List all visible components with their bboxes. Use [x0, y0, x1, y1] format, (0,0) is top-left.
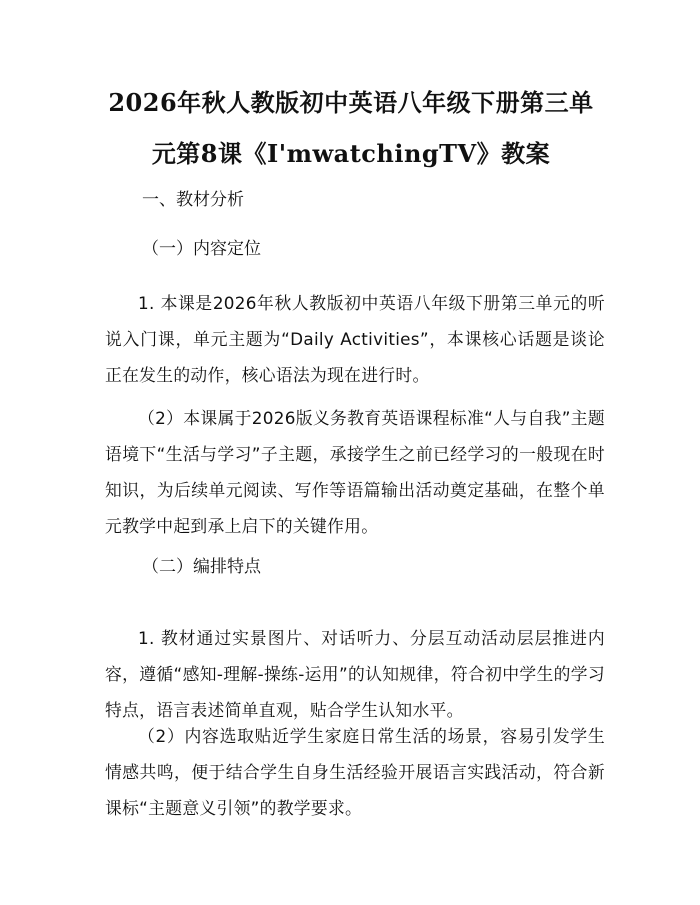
document-title-line-1: 2026年秋人教版初中英语八年级下册第三单	[108, 88, 594, 117]
paragraph-lesson-overview: 1. 本课是2026年秋人教版初中英语八年级下册第三单元的听说入门课，单元主题为“Daily Activities”，本课核心话题是谈论正在发生的动作，核心语法为现在进行时。	[105, 293, 605, 385]
paragraph-content-selection: （2）内容选取贴近学生家庭日常生活的场景，容易引发学生情感共鸣，便于结合学生自身生活经验开展语言实践活动，符合新课标“主题意义引领”的教学要求。	[105, 726, 605, 818]
section-heading-materials-analysis: 一、教材分析	[142, 190, 244, 210]
paragraph-curriculum-context: （2）本课属于2026版义务教育英语课程标准“人与自我”主题语境下“生活与学习”子主题，承接学生之前已经学习的一般现在时知识，为后续单元阅读、写作等语篇输出活动奠定基础，在整个单元教学中起到承上启下的关键作用。	[105, 408, 605, 536]
subsection-heading-content-positioning: （一）内容定位	[142, 239, 261, 259]
subsection-heading-layout-features: （二）编排特点	[142, 557, 261, 577]
paragraph-textbook-structure: 1. 教材通过实景图片、对话听力、分层互动活动层层推进内容，遵循“感知-理解-操练-运用”的认知规律，符合初中学生的学习特点，语言表述简单直观，贴合学生认知水平。	[105, 628, 605, 720]
document-title-line-2: 元第8课《I'mwatchingTV》教案	[151, 139, 551, 168]
